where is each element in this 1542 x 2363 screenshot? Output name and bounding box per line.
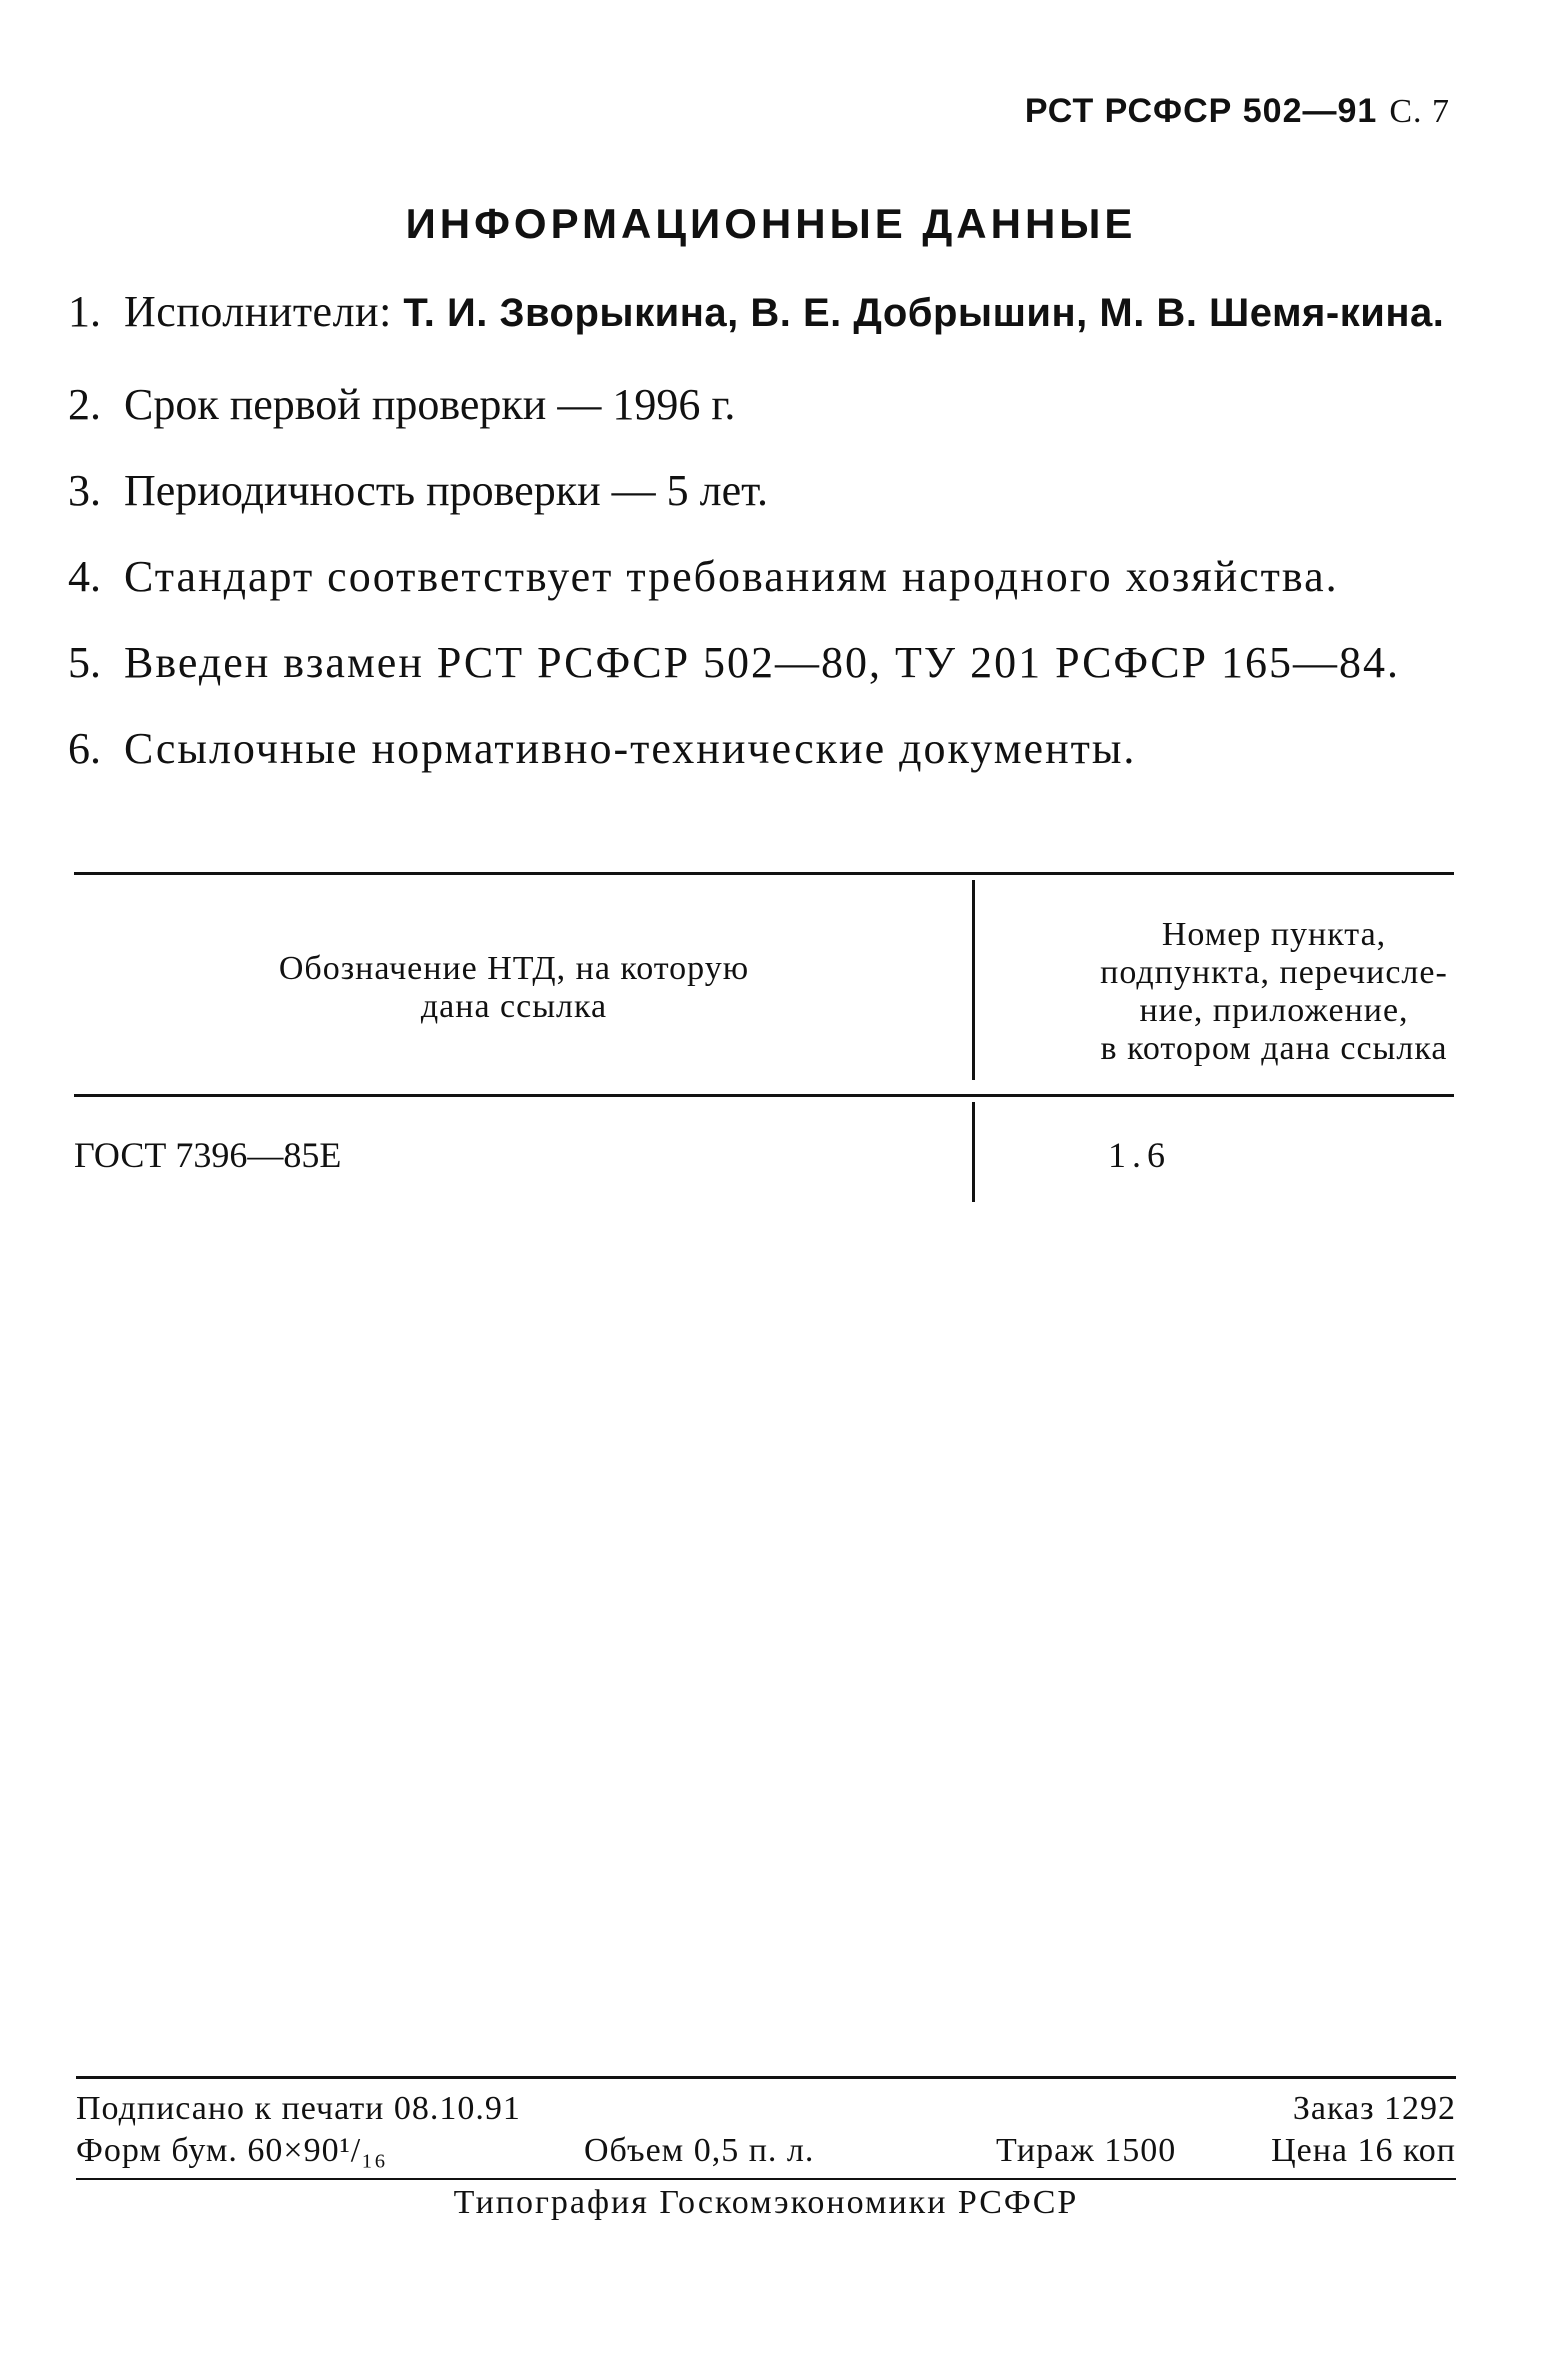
imprint-top-rule [76, 2076, 1456, 2079]
header-column-divider [972, 880, 975, 1080]
page-number: С. 7 [1389, 93, 1450, 130]
item-number: 6. [68, 724, 101, 773]
price: Цена 16 коп [1271, 2132, 1456, 2169]
standard-designation: РСТ РСФСР 502—91 [1024, 92, 1378, 130]
document-header-ref [1025, 92, 1450, 131]
page-title: ИНФОРМАЦИОННЫЕ ДАННЫЕ [405, 200, 1137, 247]
imprint-middle-rule [76, 2178, 1456, 2180]
item-label: Исполнители: [124, 287, 392, 336]
info-item-compliance [68, 551, 1468, 603]
volume: Объем 0,5 п. л. [584, 2132, 815, 2169]
info-item-first-review [68, 379, 1468, 431]
column-header-clause: Номер пункта, подпункта, перечисле- ние, приложение, в котором дана ссылка [1100, 916, 1448, 1067]
item-number: 5. [68, 638, 101, 687]
info-item-references [68, 723, 1468, 775]
circulation: Тираж 1500 [996, 2132, 1177, 2169]
item-text: Периодичность проверки — 5 лет. [124, 466, 769, 515]
item-number: 2. [68, 380, 101, 429]
table-header-rule [74, 1094, 1454, 1097]
info-items-list [68, 286, 1468, 775]
item-text: Срок первой проверки — 1996 г. [124, 380, 736, 429]
authors-names: Т. И. Зворыкина, В. Е. Добрышин, М. В. Шемя-кина. [403, 291, 1445, 335]
table-cell-document: ГОСТ 7396—85Е [74, 1135, 342, 1175]
imprint-line-2 [76, 2132, 1456, 2176]
info-item-review-period [68, 465, 1468, 517]
signed-date: Подписано к печати 08.10.91 [76, 2090, 521, 2127]
info-item-authors [68, 286, 1468, 339]
item-text: Стандарт соответствует требованиям народного хозяйства. [124, 552, 1339, 601]
imprint-line-1 [76, 2090, 1456, 2134]
item-number: 1. [68, 287, 101, 336]
item-number: 3. [68, 466, 101, 515]
body-column-divider [972, 1102, 975, 1202]
order-number: Заказ 1292 [1292, 2090, 1456, 2127]
table-cell-clause: 1.6 [1108, 1135, 1171, 1175]
table-top-rule [74, 872, 1454, 875]
column-header-document: Обозначение НТД, на которую дана ссылка [278, 950, 750, 1025]
info-item-replaces [68, 637, 1468, 689]
printer-name: Типография Госкомэкономики РСФСР [453, 2184, 1079, 2221]
item-number: 4. [68, 552, 101, 601]
item-text: Введен взамен РСТ РСФСР 502—80, ТУ 201 РСФСР 165—84. [124, 638, 1401, 687]
item-text: Ссылочные нормативно-технические документы. [124, 724, 1137, 773]
paper-format: Форм бум. 60×90¹/₁₆ [76, 2132, 387, 2169]
